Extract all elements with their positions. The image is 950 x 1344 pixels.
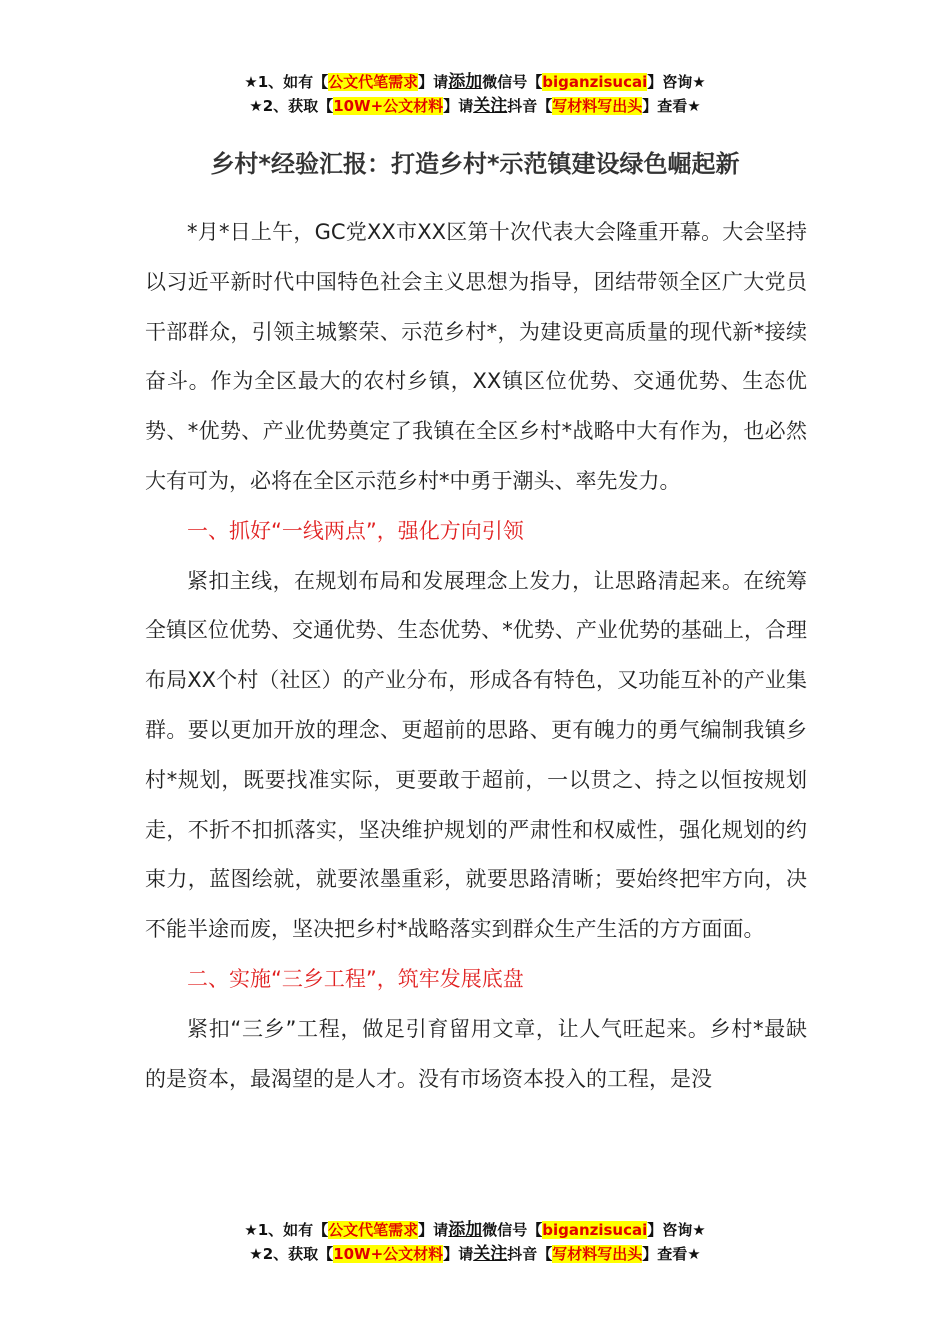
highlight-materials: 10W+公文材料 xyxy=(333,97,444,115)
banner-text: 】咨询★ xyxy=(647,73,706,91)
highlight-douyin-account: 写材料写出头 xyxy=(552,97,643,115)
banner-text: 】请 xyxy=(443,97,474,115)
header-banner xyxy=(0,70,950,118)
banner-text: 】请 xyxy=(443,1245,474,1263)
banner-text: 微信号【 xyxy=(482,1221,543,1239)
document-title: 乡村*经验汇报：打造乡村*示范镇建设绿色崛起新 xyxy=(210,150,740,178)
emphasis-text: 关注 xyxy=(473,96,508,116)
highlight-douyin-account: 写材料写出头 xyxy=(552,1245,643,1263)
banner-text: 】查看★ xyxy=(642,1245,701,1263)
document-body xyxy=(145,208,807,1104)
banner-text: 微信号【 xyxy=(482,73,543,91)
highlight-materials: 10W+公文材料 xyxy=(333,1245,444,1263)
banner-text: 】请 xyxy=(418,1221,449,1239)
banner-line-2 xyxy=(0,1242,950,1266)
emphasis-text: 添加 xyxy=(448,1220,483,1240)
paragraph-section-1: 紧扣主线，在规划布局和发展理念上发力，让思路清起来。在统筹全镇区位优势、交通优势、生态优势、*优势、产业优势的基础上，合理布局XX个村（社区）的产业分布，形成各有特色，又功能互补的产业集群。要以更加开放的理念、更超前的思路、更有魄力的勇气编制我镇乡村*规划，既要找准实际，更要敢于超前，一以贯之、持之以恒按规划走，不折不扣抓落实，坚决维护规划的严肃性和权威性，强化规划的约束力，蓝图绘就，就要浓墨重彩，就要思路清晰；要始终把牢方向，决不能半途而废，坚决把乡村*战略落实到群众生产生活的方方面面。 xyxy=(145,568,807,942)
highlight-service: 公文代笔需求 xyxy=(328,1221,419,1239)
emphasis-text: 关注 xyxy=(473,1244,508,1264)
banner-text: 】咨询★ xyxy=(647,1221,706,1239)
banner-text: 抖音【 xyxy=(507,97,553,115)
banner-text: 】请 xyxy=(418,73,449,91)
highlight-service: 公文代笔需求 xyxy=(328,73,419,91)
paragraph-intro: *月*日上午，GC党XX市XX区第十次代表大会隆重开幕。大会坚持以习近平新时代中国特色社会主义思想为指导，团结带领全区广大党员干部群众，引领主城繁荣、示范乡村*，为建设更高质量的现代新*接续奋斗。作为全区最大的农村乡镇，XX镇区位优势、交通优势、生态优势、*优势、产业优势奠定了我镇在全区乡村*战略中大有作为，也必然大有可为，必将在全区示范乡村*中勇于潮头、率先发力。 xyxy=(145,220,807,493)
footer-banner xyxy=(0,1218,950,1266)
emphasis-text: 添加 xyxy=(448,72,483,92)
banner-text: 】查看★ xyxy=(642,97,701,115)
banner-text: ★2、获取【 xyxy=(249,97,334,115)
highlight-wechat-id: biganzisucai xyxy=(542,73,648,91)
banner-text: ★1、如有【 xyxy=(244,73,329,91)
banner-text: 抖音【 xyxy=(507,1245,553,1263)
banner-line-1 xyxy=(0,1218,950,1242)
section-heading-1: 一、抓好“一线两点”，强化方向引领 xyxy=(187,518,524,543)
section-heading-2: 二、实施“三乡工程”，筑牢发展底盘 xyxy=(187,966,524,991)
banner-line-2 xyxy=(0,94,950,118)
banner-line-1 xyxy=(0,70,950,94)
paragraph-section-2: 紧扣“三乡”工程，做足引育留用文章，让人气旺起来。乡村*最缺的是资本，最渴望的是人才。没有市场资本投入的工程，是没 xyxy=(145,1016,807,1091)
banner-text: ★2、获取【 xyxy=(249,1245,334,1263)
banner-text: ★1、如有【 xyxy=(244,1221,329,1239)
highlight-wechat-id: biganzisucai xyxy=(542,1221,648,1239)
